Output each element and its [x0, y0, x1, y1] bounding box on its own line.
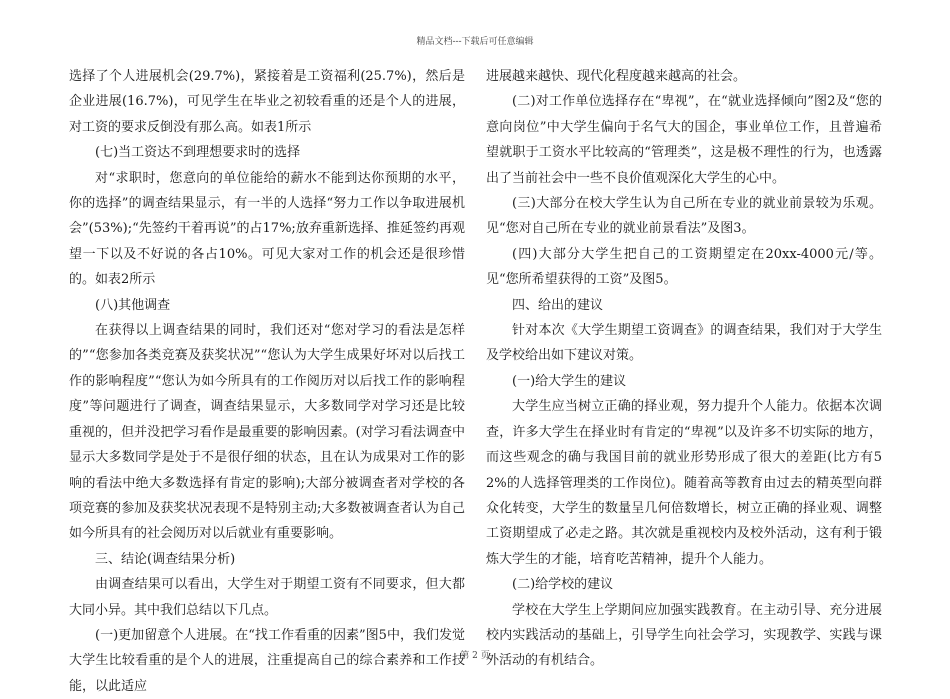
paragraph: (一)更加留意个人进展。在“找工作看重的因素”图5中，我们发觉大学生比较看重的是个人的进展，注重提高自己的综合素养和工作技能，以此适应: [69, 627, 465, 694]
paragraph: 由调查结果可以看出，大学生对于期望工资有不同要求，但大都大同小异。其中我们总结以下几点。: [69, 577, 465, 618]
section-heading: (二)给学校的建议: [512, 577, 614, 593]
paragraph: 学校在大学生上学期间应加强实践教育。在主动引导、充分进展校内实践活动的基础上，引导学生向社会学习，实现教学、实践与课外活动的有机结合。: [486, 602, 882, 669]
right-column: [486, 64, 882, 674]
paragraph: (四)大部分大学生把自己的工资期望定在20xx-4000元/等。见“您所希望获得的工资”及图5。: [486, 246, 882, 288]
page-number: 第 2 页: [460, 651, 490, 661]
paragraph: (三)大部分在校大学生认为自己所在专业的就业前景较为乐观。见“您对自己所在专业的就业前景看法”及图3。: [486, 196, 882, 237]
paragraph: (二)对工作单位选择存在“卑视”，在“就业选择倾向”图2及“您的意向岗位”中大学生偏向于名气大的国企，事业单位工作，且普遍希望就职于工资水平比较高的“管理类”，这是极不理性的行为，也透露出了当前社会中一些不良价值观深化大学生的心中。: [486, 94, 882, 186]
paragraph: 选择了个人进展机会(29.7%)，紧接着是工资福利(25.7%)，然后是企业进展(16.7%)，可见学生在毕业之初较看重的还是个人的进展，对工资的要求反倒没有那么高。如表1所示: [69, 69, 465, 135]
section-heading: (一)给大学生的建议: [512, 373, 627, 389]
paragraph: 进展越来越快、现代化程度越来越高的社会。: [486, 69, 747, 84]
paragraph: 在获得以上调查结果的同时，我们还对“您对学习的看法是怎样的”“您参加各类竞赛及获奖状况”“您认为大学生成果好坏对以后找工作的影响程度”“您认为如今所具有的工作阅历对以后找工作的影响程度”等问题进行了调查，调查结果显示，大多数同学对学习还是比较重视的，但并没把学习看作是最重要的影响因素。(对学习看法调查中显示大多数同学是处于不是很仔细的状态，且在认为成果对工作的影响的看法中绝大多数选择有肯定的影响);大部分被调查者对学校的各项竞赛的参加及获奖状况表现不是特别主动;大多数被调查者认为自己如今所具有的社会阅历对以后就业有重要影响。: [69, 323, 465, 542]
section-heading: 三、结论(调查结果分析): [95, 551, 236, 567]
paragraph: 大学生应当树立正确的择业观，努力提升个人能力。依据本次调查，许多大学生在择业时有肯定的“卑视”以及许多不切实际的地方，而这些观念的确与我国目前的就业形势形成了很大的差距(比方有52%的人选择管理类的工作岗位)。随着高等教育由过去的精英型向群众化转变，大学生的数量呈几何倍数增长，树立正确的择业观、调整工资期望成了必走之路。其次就是重视校内及校外活动，这有利于锻炼大学生的才能，培育吃苦精神，提升个人能力。: [486, 399, 882, 567]
page-header: 精品文档---下载后可任意编辑: [416, 37, 534, 47]
paragraph: 针对本次《大学生期望工资调查》的调查结果，我们对于大学生及学校给出如下建议对策。: [486, 323, 882, 364]
section-heading: 四、给出的建议: [512, 297, 604, 313]
section-heading: (七)当工资达不到理想要求时的选择: [95, 145, 301, 161]
left-column: [69, 64, 465, 699]
paragraph: 对“求职时，您意向的单位能给的薪水不能到达你预期的水平，你的选择”的调查结果显示，有一半的人选择“努力工作以争取进展机会”(53%);“先签约干着再说”的占17%;放弃重新选择、推延签约再观望一下以及不好说的各占10%。可见大家对工作的机会还是很珍惜的。如表2所示: [69, 170, 465, 288]
section-heading: (八)其他调查: [95, 297, 171, 313]
